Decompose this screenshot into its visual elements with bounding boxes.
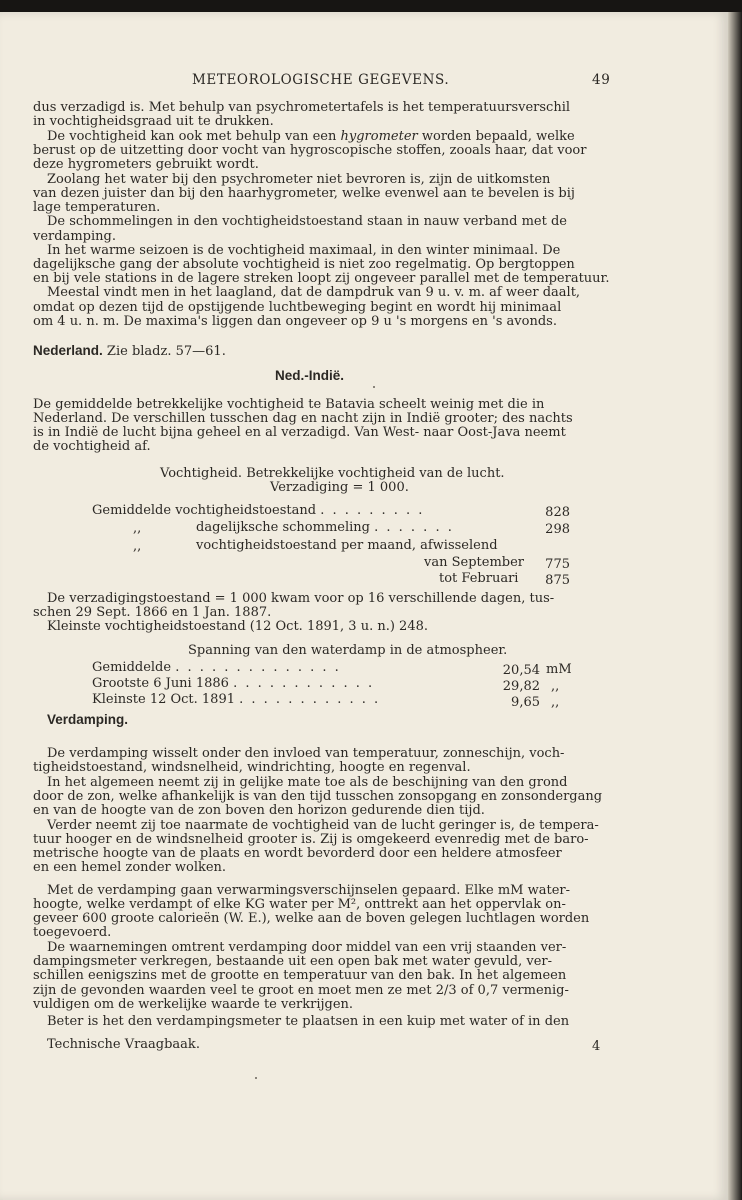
vapour-row-unit: ,, xyxy=(551,695,560,710)
body-line: omdat op dezen tijd de opstijgende luchtbeweging begint en wordt hij minimaal xyxy=(33,300,562,315)
body-line: dagelijksche gang der absolute vochtigheid is niet zoo regelmatig. Op bergtoppen xyxy=(33,257,575,272)
verdamping-heading: Verdamping. xyxy=(47,712,129,727)
humidity-row-value: 875 xyxy=(545,573,570,588)
body-line: Beter is het den verdampingsmeter te plaatsen in een kuip met water of in den xyxy=(47,1014,570,1029)
humidity-row-label: tot Februari xyxy=(439,571,519,586)
body-line: schillen eenigszins met de grootte en temperatuur van den bak. In het algemeen xyxy=(33,968,567,983)
footer-signature: Technische Vraagbaak. xyxy=(47,1037,200,1052)
body-line: metrische hoogte van de plaats en wordt bevorderd door een heldere atmosfeer xyxy=(33,846,562,861)
ned-indie-heading: Ned.-Indië. xyxy=(275,368,345,383)
vapour-row-label: Gemiddelde . . . . . . . . . . . . . . xyxy=(92,660,341,675)
body-line: Met de verdamping gaan verwarmingsverschijnselen gepaard. Elke mM water- xyxy=(47,883,571,898)
body-line: De waarnemingen omtrent verdamping door middel van een vrij staanden ver- xyxy=(47,940,567,955)
humidity-row-label: Gemiddelde vochtigheidstoestand . . . . . . . . . xyxy=(92,503,425,518)
body-line: en van de hoogte van de zon boven den horizon gedurende dien tijd. xyxy=(33,803,485,818)
body-line: De vochtigheid kan ook met behulp van een hygrometer worden bepaald, welke xyxy=(47,129,575,144)
humidity-row-label: van September xyxy=(424,555,524,570)
body-line: hoogte, welke verdampt of elke KG water per M², onttrekt aan het oppervlak on- xyxy=(33,897,566,912)
body-line: en bij vele stations in de lagere streken loopt zij ongeveer parallel met de temperatuur. xyxy=(33,271,610,286)
humidity-ditto: ,, xyxy=(133,539,142,554)
body-line: om 4 u. n. m. De maxima's liggen dan ongeveer op 9 u 's morgens en 's avonds. xyxy=(33,314,557,329)
body-line: De schommelingen in den vochtigheidstoestand staan in nauw verband met de xyxy=(47,214,567,229)
vapour-row-label: Grootste 6 Juni 1886 . . . . . . . . . . . . xyxy=(92,676,375,691)
vapour-row-value: 9,65 xyxy=(511,695,540,710)
vapour-row-unit: ,, xyxy=(551,679,560,694)
paper-speck xyxy=(255,1077,257,1079)
body-line: De verzadigingstoestand = 1 000 kwam voor op 16 verschillende dagen, tus- xyxy=(47,591,555,606)
vapour-row-value: 29,82 xyxy=(502,679,540,694)
vapour-row-label: Kleinste 12 Oct. 1891 . . . . . . . . . . . . xyxy=(92,692,381,707)
page-edge-shadow xyxy=(728,12,742,1200)
body-line: De gemiddelde betrekkelijke vochtigheid te Batavia scheelt weinig met die in xyxy=(33,397,545,412)
body-line: verdamping. xyxy=(33,229,116,244)
body-line: dampingsmeter verkregen, bestaande uit een open bak met water gevuld, ver- xyxy=(33,954,552,969)
body-line: de vochtigheid af. xyxy=(33,439,151,454)
running-header: METEOROLOGISCHE GEGEVENS. xyxy=(192,72,450,88)
humidity-ditto: ,, xyxy=(133,521,142,536)
body-line: vuldigen om de werkelijke waarde te verkrijgen. xyxy=(33,997,354,1012)
body-line: Kleinste vochtigheidstoestand (12 Oct. 1891, 3 u. n.) 248. xyxy=(47,619,428,634)
body-line: dus verzadigd is. Met behulp van psychrometertafels is het temperatuursverschil xyxy=(33,100,571,115)
humidity-row-value: 828 xyxy=(545,505,570,520)
body-line: toegevoerd. xyxy=(33,925,112,940)
body-line: tuur hooger en de windsnelheid grooter is. Zij is omgekeerd evenredig met de baro- xyxy=(33,832,589,847)
body-line: door de zon, welke afhankelijk is van den tijd tusschen zonsopgang en zonsondergang xyxy=(33,789,603,804)
body-line: in vochtigheidsgraad uit te drukken. xyxy=(33,114,274,129)
body-line: en een hemel zonder wolken. xyxy=(33,860,227,875)
body-line: is in Indië de lucht bijna geheel en al verzadigd. Van West- naar Oost-Java neemt xyxy=(33,425,566,440)
humidity-row-label: dagelijksche schommeling . . . . . . . xyxy=(196,520,454,535)
footer-sheet-number: 4 xyxy=(592,1039,601,1054)
body-line: lage temperaturen. xyxy=(33,200,161,215)
hygrometer-term: hygrometer xyxy=(340,129,418,144)
humidity-table-title: Vochtigheid. Betrekkelijke vochtigheid van de lucht. xyxy=(160,466,505,481)
body-line: schen 29 Sept. 1866 en 1 Jan. 1887. xyxy=(33,605,272,620)
body-line: Nederland. De verschillen tusschen dag en nacht zijn in Indië grooter; des nachts xyxy=(33,411,573,426)
humidity-row-value: 298 xyxy=(545,522,570,537)
nederland-line: Nederland. Zie bladz. 57—61. xyxy=(33,343,226,359)
body-line: van dezen juister dan bij den haarhygrometer, welke evenwel aan te bevelen is bij xyxy=(33,186,575,201)
humidity-table-subtitle: Verzadiging = 1 000. xyxy=(270,480,409,495)
body-line: tigheidstoestand, windsnelheid, windrichting, hoogte en regenval. xyxy=(33,760,471,775)
vapour-row-unit: mM xyxy=(546,662,572,677)
paper-speck xyxy=(373,386,375,388)
body-line: zijn de gevonden waarden veel te groot en moet men ze met 2/3 of 0,7 vermenig- xyxy=(33,983,569,998)
vapour-table-title: Spanning van den waterdamp in de atmospheer. xyxy=(188,643,508,658)
body-line: deze hygrometers gebruikt wordt. xyxy=(33,157,259,172)
humidity-row-value: 775 xyxy=(545,557,570,572)
nederland-heading: Nederland. xyxy=(33,343,103,358)
body-line: Zoolang het water bij den psychrometer niet bevroren is, zijn de uitkomsten xyxy=(47,172,551,187)
body-line: geveer 600 groote calorieën (W. E.), welke aan de boven gelegen luchtlagen worden xyxy=(33,911,590,926)
humidity-row-label: vochtigheidstoestand per maand, afwisselend xyxy=(196,538,498,553)
body-line: berust op de uitzetting door vocht van hygroscopische stoffen, zooals haar, dat voor xyxy=(33,143,587,158)
body-line: De verdamping wisselt onder den invloed van temperatuur, zonneschijn, voch- xyxy=(47,746,565,761)
vapour-row-value: 20,54 xyxy=(502,663,540,678)
body-line: Meestal vindt men in het laagland, dat de dampdruk van 9 u. v. m. af weer daalt, xyxy=(47,285,581,300)
page-number: 49 xyxy=(592,72,611,88)
body-line: In het algemeen neemt zij in gelijke mate toe als de beschijning van den grond xyxy=(47,775,568,790)
body-line: In het warme seizoen is de vochtigheid maximaal, in den winter minimaal. De xyxy=(47,243,561,258)
body-line: Verder neemt zij toe naarmate de vochtigheid van de lucht geringer is, de tempera- xyxy=(47,818,599,833)
